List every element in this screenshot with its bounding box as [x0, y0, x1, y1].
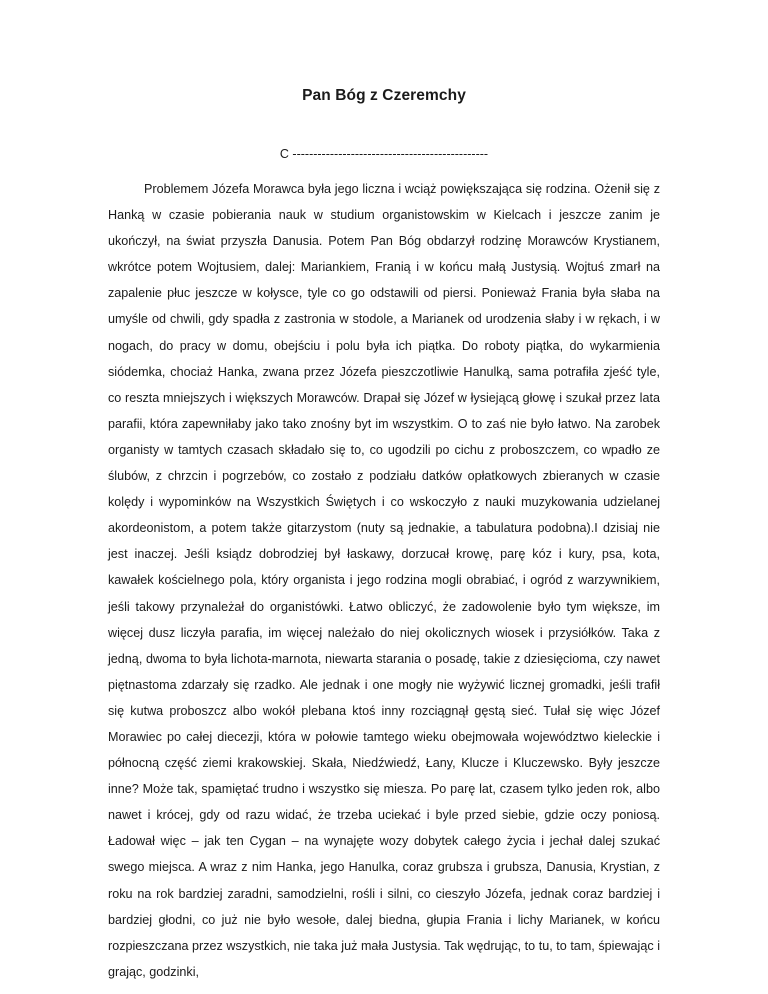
document-title: Pan Bóg z Czeremchy: [302, 87, 466, 104]
body-paragraph: Problemem Józefa Morawca była jego liczna i wciąż powiększająca się rodzina. Ożenił się z Hanką w czasie pobierania nauk w studium organistowskim w Kielcach i jeszcze zanim je ukończył, na świat przyszła Danusia. Potem Pan Bóg obdarzył rodzinę Morawców Krystianem, wkrótce potem Wojtusiem, dalej: Mariankiem, Franią i w końcu małą Justysią. Wojtuś zmarł na zapalenie płuc jeszcze w kołysce, tyle co go odstawili od piersi. Ponieważ Frania była słaba na umyśle od chwili, gdy spadła z zastronia w stodole, a Marianek od urodzenia słaby i w rękach, i w nogach, do pracy w domu, obejściu i polu była ich piątka. Do roboty piątka, do wykarmienia siódemka, chociaż Hanka, zwana przez Józefa pieszczotliwie Hanulką, sama potrafiła zjeść tyle, co reszta mniejszych i większych Morawców. Drapał się Józef w łysiejącą głowę i szukał przez lata parafii, która zapewniłaby jako tako znośny byt im wszystkim. O to zaś nie było łatwo. Na zarobek organisty w tamtych czasach składało się to, co ugodzili po cichu z proboszczem, co wpadło ze ślubów, z chrzcin i pogrzebów, co zostało z podziału datków opłatkowych zbieranych w czasie kolędy i wypominków na Wszystkich Świętych i co wskoczyło z nauki muzykowania udzielanej akordeonistom, a potem także gitarzystom (nuty są jednakie, a tabulatura podobna).I dzisiaj nie jest inaczej. Jeśli ksiądz dobrodziej był łaskawy, dorzucał krowę, parę kóz i kury, psa, kota, kawałek kościelnego pola, który organista i jego rodzina mogli obrabiać, i ogród z warzywnikiem, jeśli takowy przynależał do organistówki. Łatwo obliczyć, że zadowolenie było tym większe, im więcej dusz liczyła parafia, im więcej należało do niej okolicznych wiosek i przysiółków. Taka z jedną, dwoma to była lichota-marnota, niewarta starania o posadę, takie z dziesięcioma, czy nawet piętnastoma zdarzały się rzadko. Ale jednak i one mogły nie wyżywić licznej gromadki, jeśli trafił się kutwa proboszcz albo wokół plebana ktoś inny rozciągnął gęstą sieć. Tułał się więc Józef Morawiec po całej diecezji, która w połowie tamtego wieku obejmowała województwo kieleckie i północną część ziemi krakowskiej. Skała, Niedźwiedź, Łany, Klucze i Kluczewsko. Były jeszcze inne? Może tak, spamiętać trudno i wszystko się miesza. Po parę lat, czasem tylko jeden rok, albo nawet i krócej, gdy od razu widać, że trzeba uciekać i byle przed siebie, gdzie oczy poniosą. Ładował więc – jak ten Cygan – na wynajęte wozy dobytek całego życia i jechał dalej szukać swego miejsca. A wraz z nim Hanka, jego Hanulka, coraz grubsza i grubsza, Danusia, Krystian, z roku na rok bardziej zaradni, samodzielni, rośli i silni, co cieszyło Józefa, jednak coraz bardziej i bardziej głodni, co już nie było wesołe, dalej biedna, głupia Frania i lichy Marianek, w końcu rozpieszczana przez wszystkich, nie taka już mała Justysia. Tak wędrując, to tu, to tam, śpiewając i grając, godzinki,: [108, 182, 660, 979]
section-separator: C -----------------------------------------------: [279, 147, 489, 161]
